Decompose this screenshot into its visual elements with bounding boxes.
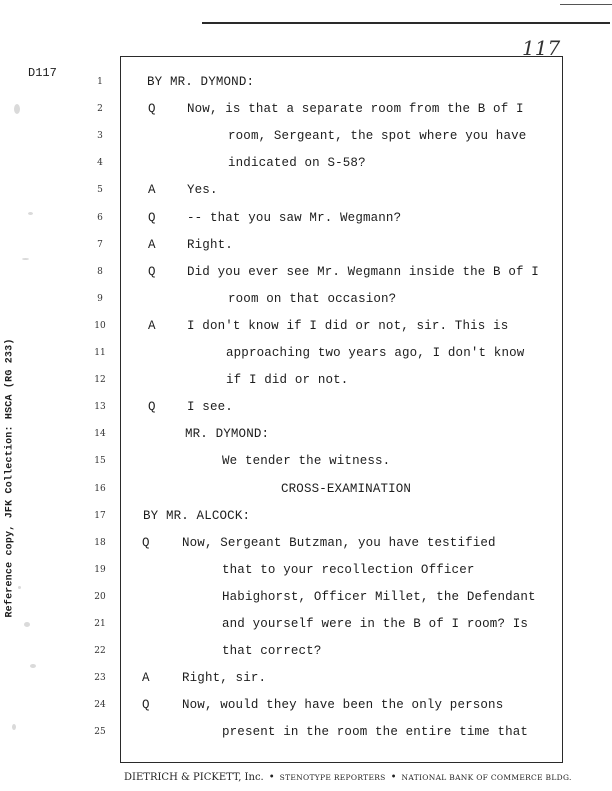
line-text: approaching two years ago, I don't know — [226, 346, 525, 360]
line-text: indicated on S-58? — [228, 156, 366, 171]
line-number: 8 — [97, 266, 103, 277]
line-number: 16 — [94, 483, 106, 494]
line-text: Habighorst, Officer Millet, the Defendant — [222, 589, 536, 604]
line-text: Now, would they have been the only persons — [182, 698, 504, 713]
line-text: Now, Sergeant Butzman, you have testified — [182, 535, 496, 550]
speaker-label: Q — [148, 264, 156, 279]
speaker-label: A — [148, 237, 156, 252]
top-edge-line — [560, 4, 612, 5]
line-text: -- that you saw Mr. Wegmann? — [187, 210, 402, 225]
line-number: 9 — [97, 293, 103, 304]
line-number: 21 — [94, 619, 106, 629]
line-text: I don't know if I did or not, sir. This is — [187, 318, 509, 333]
line-text: Did you ever see Mr. Wegmann inside the B of I — [187, 264, 539, 279]
line-text: MR. DYMOND: — [185, 427, 270, 442]
footer-separator: • — [390, 772, 397, 783]
document-id: D117 — [28, 66, 57, 80]
line-text: I see. — [187, 400, 233, 415]
footer-firm: DIETRICH & PICKETT, Inc. — [124, 772, 264, 783]
scan-speck — [14, 104, 20, 114]
line-number: 2 — [97, 104, 103, 115]
line-number: 24 — [94, 700, 106, 711]
line-text: room on that occasion? — [228, 291, 397, 306]
line-number: 25 — [94, 727, 106, 738]
line-number: 19 — [94, 564, 106, 575]
line-text: present in the room the entire time that — [222, 725, 529, 740]
line-text: that to your recollection Officer — [222, 562, 475, 577]
line-text: if I did or not. — [226, 373, 349, 388]
line-number: 20 — [94, 591, 106, 602]
speaker-label: Q — [142, 698, 150, 713]
line-number: 12 — [94, 375, 106, 386]
line-number: 4 — [97, 158, 103, 169]
line-number: 1 — [97, 77, 103, 87]
scan-speck — [22, 258, 29, 260]
line-number: 22 — [94, 646, 106, 657]
footer-service: STENOTYPE REPORTERS — [279, 773, 386, 782]
line-text: We tender the witness. — [222, 454, 391, 469]
line-text: CROSS-EXAMINATION — [281, 481, 412, 496]
header-rule — [202, 22, 610, 24]
line-text: Yes. — [187, 183, 218, 198]
speaker-label: A — [148, 183, 156, 198]
scan-speck — [18, 586, 21, 589]
line-number: 10 — [94, 320, 106, 331]
line-number: 17 — [94, 510, 106, 521]
line-number: 3 — [97, 131, 103, 142]
line-text: and yourself were in the B of I room? Is — [222, 617, 529, 631]
scan-speck — [24, 622, 30, 627]
line-number: 14 — [94, 429, 106, 440]
speaker-label: Q — [142, 535, 150, 550]
scan-speck — [12, 724, 16, 730]
line-number: 6 — [97, 212, 103, 223]
line-number: 15 — [94, 456, 106, 467]
footer-address: NATIONAL BANK OF COMMERCE BLDG. — [401, 773, 572, 782]
speaker-label: Q — [148, 102, 156, 117]
footer-separator: • — [268, 772, 275, 783]
speaker-label: Q — [148, 210, 156, 225]
archive-stamp-text: Reference copy, JFK Collection: HSCA (RG 233) — [4, 338, 16, 618]
speaker-label: Q — [148, 400, 156, 415]
line-number: 5 — [97, 185, 103, 196]
line-number: 23 — [94, 673, 106, 684]
scan-speck — [28, 212, 33, 215]
speaker-label: A — [142, 671, 150, 686]
line-number: 13 — [94, 402, 106, 413]
line-text: Right. — [187, 237, 233, 252]
line-text: Right, sir. — [182, 671, 267, 686]
line-text: BY MR. DYMOND: — [147, 75, 255, 89]
line-number: 7 — [97, 239, 103, 250]
scan-speck — [30, 664, 36, 668]
line-text: Now, is that a separate room from the B of I — [187, 102, 524, 117]
line-text: room, Sergeant, the spot where you have — [228, 129, 527, 144]
line-text: that correct? — [222, 644, 322, 659]
line-number: 18 — [94, 537, 106, 548]
speaker-label: A — [148, 318, 156, 333]
page-number: 117 — [522, 36, 561, 60]
line-text: BY MR. ALCOCK: — [143, 508, 251, 523]
reporter-footer — [124, 772, 572, 783]
line-number: 11 — [94, 348, 106, 358]
